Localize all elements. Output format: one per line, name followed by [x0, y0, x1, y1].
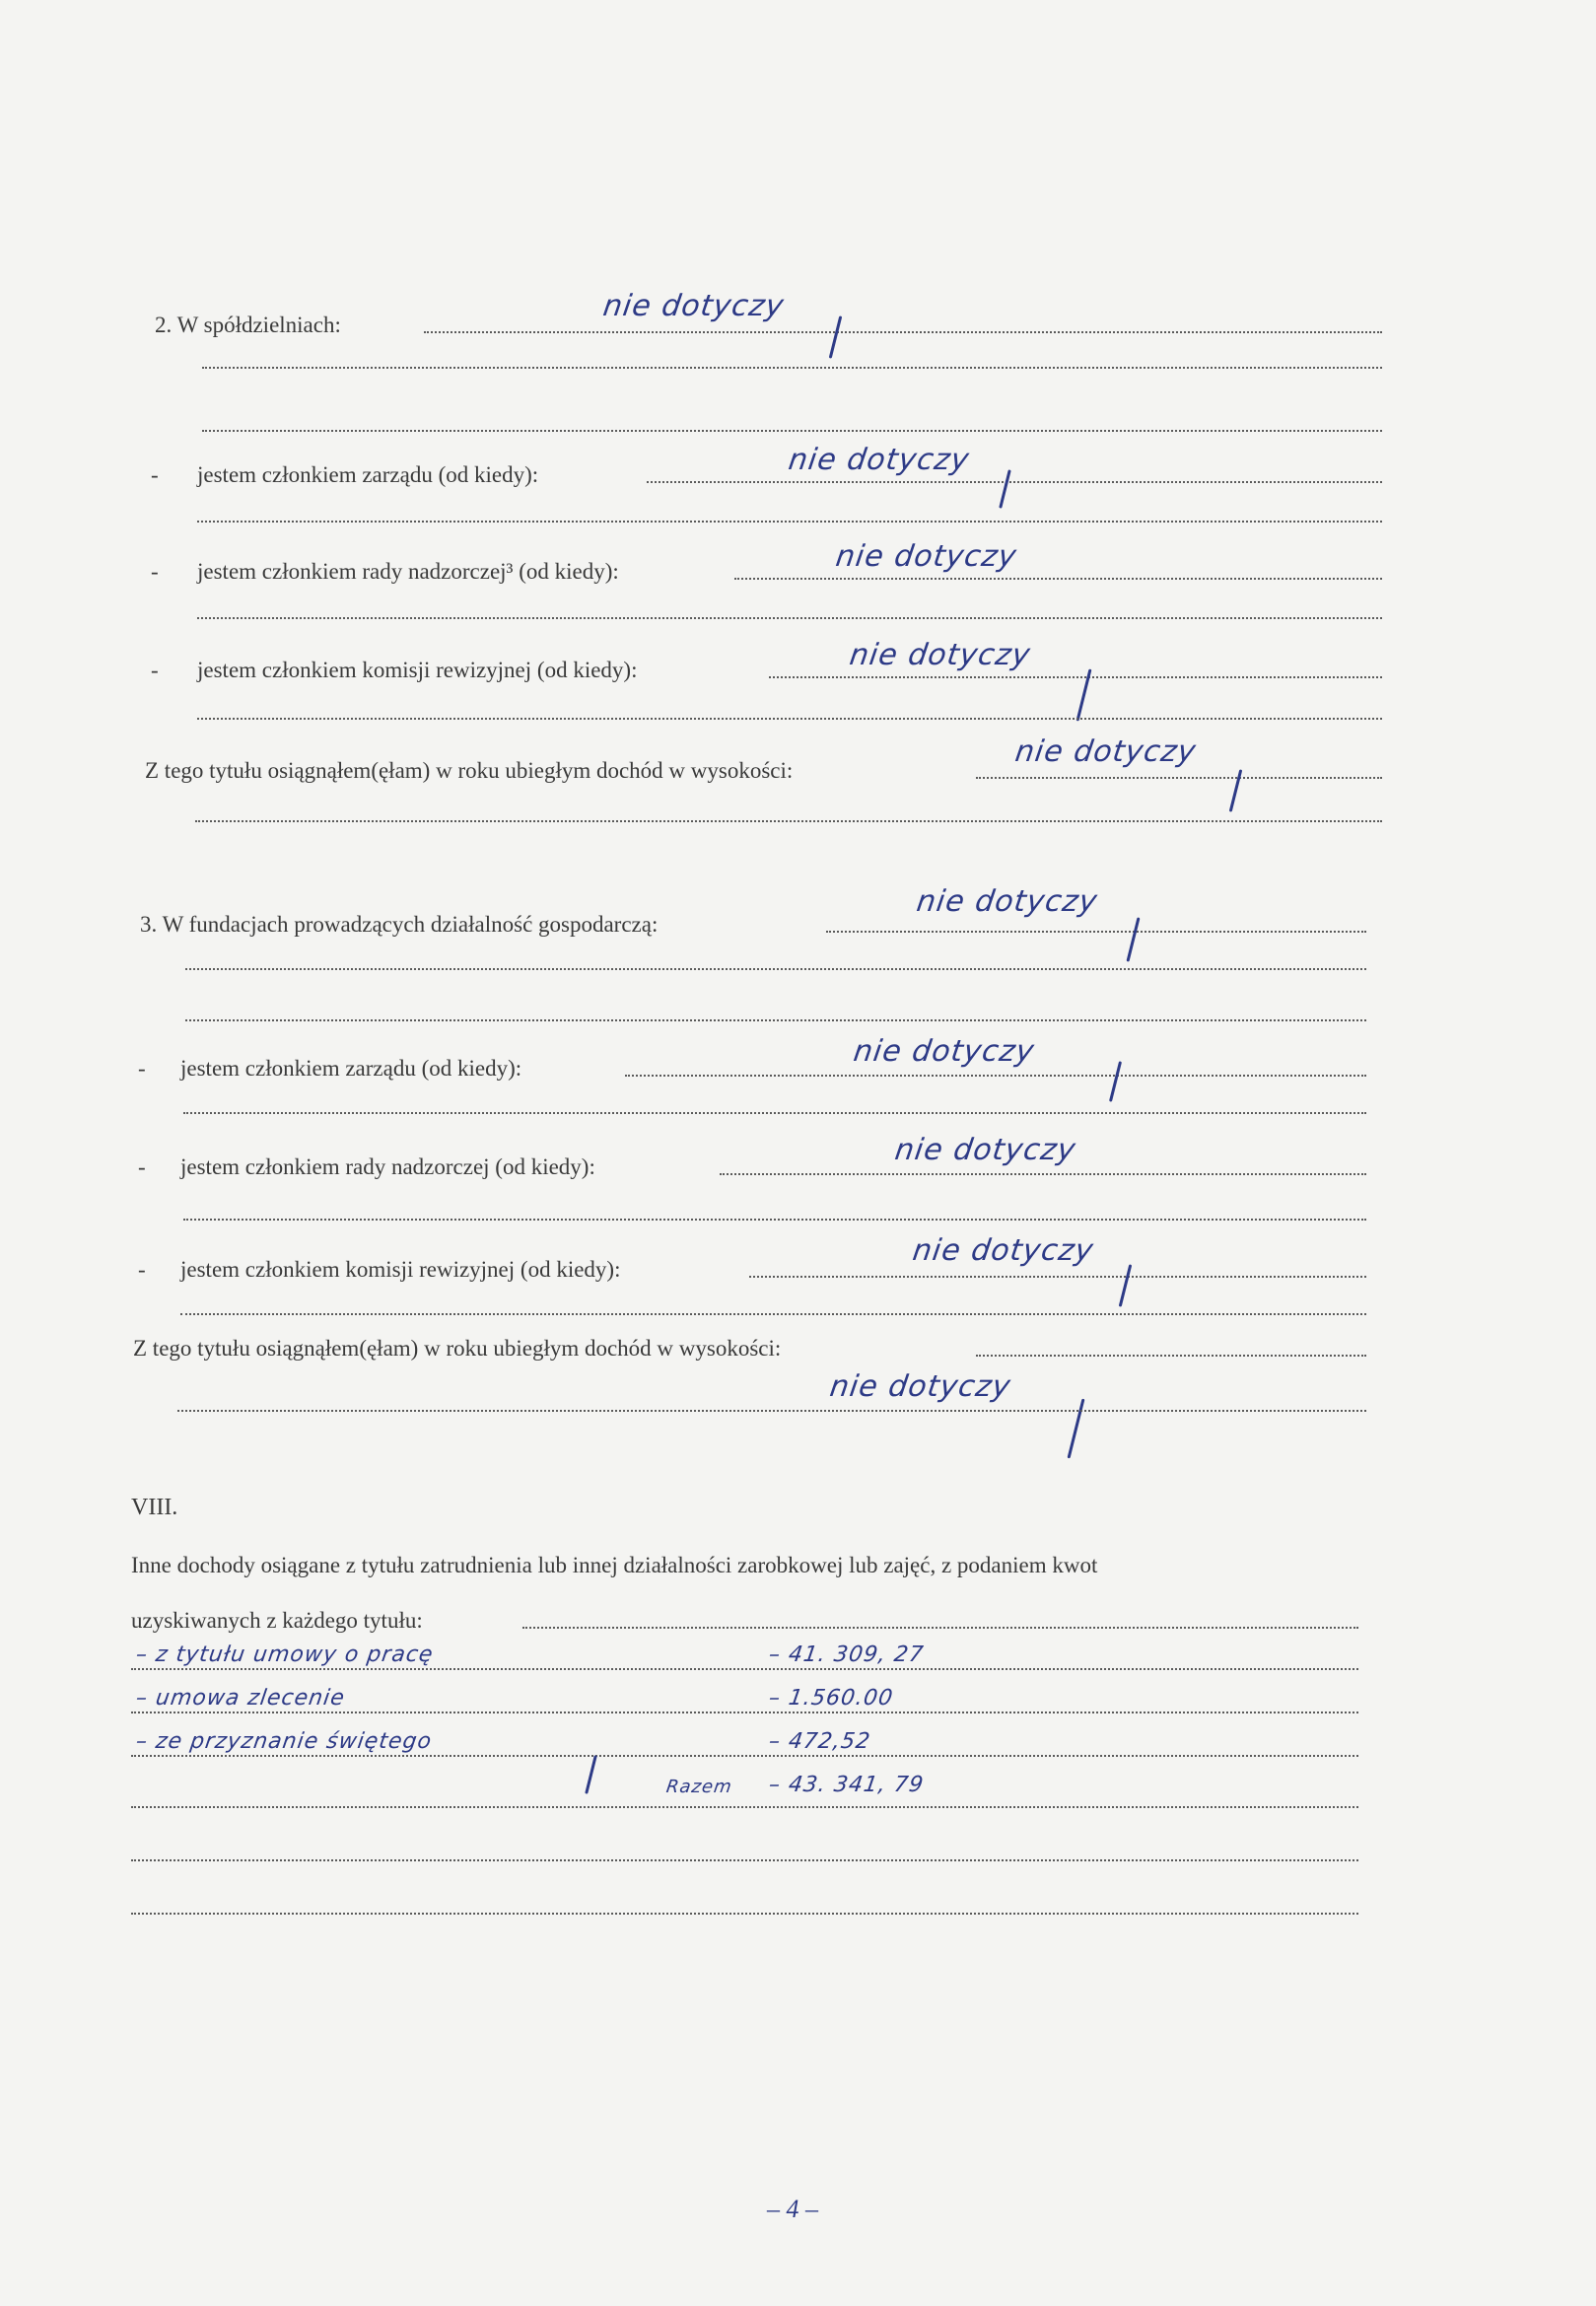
- handwritten-answer: nie dotyczy: [600, 289, 787, 323]
- handwritten-stroke: [585, 1755, 597, 1794]
- dash: -: [151, 462, 159, 487]
- fill-line: [197, 617, 1382, 619]
- fill-line: [177, 1410, 1366, 1412]
- fill-line: [195, 820, 1382, 822]
- fill-line: [769, 676, 1382, 678]
- handwritten-answer: nie dotyczy: [833, 539, 1019, 574]
- fill-line: [183, 1112, 1366, 1114]
- fill-line: [749, 1276, 1366, 1278]
- fill-line: [131, 1668, 1358, 1670]
- section3-supervisory-label: jestem członkiem rady nadzorczej (od kiedy):: [180, 1154, 595, 1179]
- handwritten-answer: nie dotyczy: [910, 1233, 1096, 1268]
- section3-income-label: Z tego tytułu osiągnąłem(ęłam) w roku ubiegłym dochód w wysokości:: [133, 1336, 782, 1361]
- income-total-amount: – 43. 341, 79: [767, 1773, 926, 1797]
- income-entry-amount: – 472,52: [767, 1729, 872, 1754]
- fill-line: [185, 1019, 1366, 1021]
- handwritten-stroke: [829, 315, 843, 358]
- handwritten-stroke: [1109, 1061, 1122, 1101]
- section2-audit-label: jestem członkiem komisji rewizyjnej (od kiedy):: [197, 658, 638, 682]
- handwritten-stroke: [1126, 917, 1140, 961]
- fill-line: [202, 367, 1382, 369]
- fill-line: [131, 1859, 1358, 1861]
- fill-line: [720, 1173, 1366, 1175]
- handwritten-answer: nie dotyczy: [914, 884, 1100, 919]
- income-entry-amount: – 41. 309, 27: [767, 1642, 926, 1667]
- fill-line: [180, 1313, 1366, 1315]
- fill-line: [734, 578, 1382, 580]
- dash: -: [138, 1056, 146, 1081]
- page-number: – 4 –: [767, 2195, 818, 2223]
- fill-line: [647, 481, 1382, 483]
- fill-line: [131, 1913, 1358, 1915]
- income-total-label: Razem: [664, 1777, 734, 1797]
- fill-line: [131, 1712, 1358, 1713]
- fill-line: [976, 1355, 1366, 1357]
- fill-line: [826, 931, 1366, 933]
- handwritten-stroke: [1119, 1264, 1133, 1306]
- handwritten-stroke: [999, 469, 1011, 509]
- fill-line: [202, 430, 1382, 432]
- dash: -: [151, 559, 159, 584]
- fill-line: [185, 968, 1366, 970]
- handwritten-stroke: [1068, 1399, 1085, 1459]
- section8-heading: VIII.: [131, 1495, 178, 1520]
- income-entry-label: – umowa zlecenie: [134, 1686, 347, 1711]
- fill-line: [131, 1755, 1358, 1757]
- section2-supervisory-label: jestem członkiem rady nadzorczej³ (od kiedy):: [197, 559, 619, 584]
- section2-title: 2. W spółdzielniach:: [155, 313, 341, 337]
- fill-line: [183, 1219, 1366, 1221]
- section3-title: 3. W fundacjach prowadzących działalność gospodarczą:: [140, 912, 659, 937]
- handwritten-answer: nie dotyczy: [851, 1034, 1037, 1069]
- income-entry-label: – z tytułu umowy o pracę: [134, 1642, 436, 1667]
- income-entry-label: – ze przyznanie świętego: [134, 1729, 434, 1754]
- fill-line: [197, 718, 1382, 720]
- handwritten-answer: nie dotyczy: [786, 443, 972, 477]
- dash: -: [151, 658, 159, 682]
- handwritten-stroke: [1229, 769, 1243, 811]
- handwritten-answer: nie dotyczy: [847, 638, 1033, 672]
- section8-text-line1: Inne dochody osiągane z tytułu zatrudnienia lub innej działalności zarobkowej lub zajęć, z podaniem kwot: [131, 1553, 1098, 1577]
- fill-line: [625, 1075, 1366, 1077]
- handwritten-answer: nie dotyczy: [892, 1133, 1078, 1167]
- section3-board-label: jestem członkiem zarządu (od kiedy):: [180, 1056, 522, 1081]
- dash: -: [138, 1257, 146, 1282]
- income-entry-amount: – 1.560.00: [767, 1686, 895, 1711]
- section3-audit-label: jestem członkiem komisji rewizyjnej (od kiedy):: [180, 1257, 621, 1282]
- dash: -: [138, 1154, 146, 1179]
- section2-income-label: Z tego tytułu osiągnąłem(ęłam) w roku ubiegłym dochód w wysokości:: [145, 758, 794, 783]
- fill-line: [131, 1806, 1358, 1808]
- section8-text-line2: uzyskiwanych z każdego tytułu:: [131, 1608, 423, 1633]
- handwritten-answer: nie dotyczy: [1012, 734, 1199, 769]
- fill-line: [522, 1627, 1358, 1629]
- handwritten-answer: nie dotyczy: [827, 1369, 1013, 1404]
- fill-line: [976, 777, 1382, 779]
- fill-line: [197, 521, 1382, 523]
- fill-line: [424, 331, 1382, 333]
- section2-board-label: jestem członkiem zarządu (od kiedy):: [197, 462, 539, 487]
